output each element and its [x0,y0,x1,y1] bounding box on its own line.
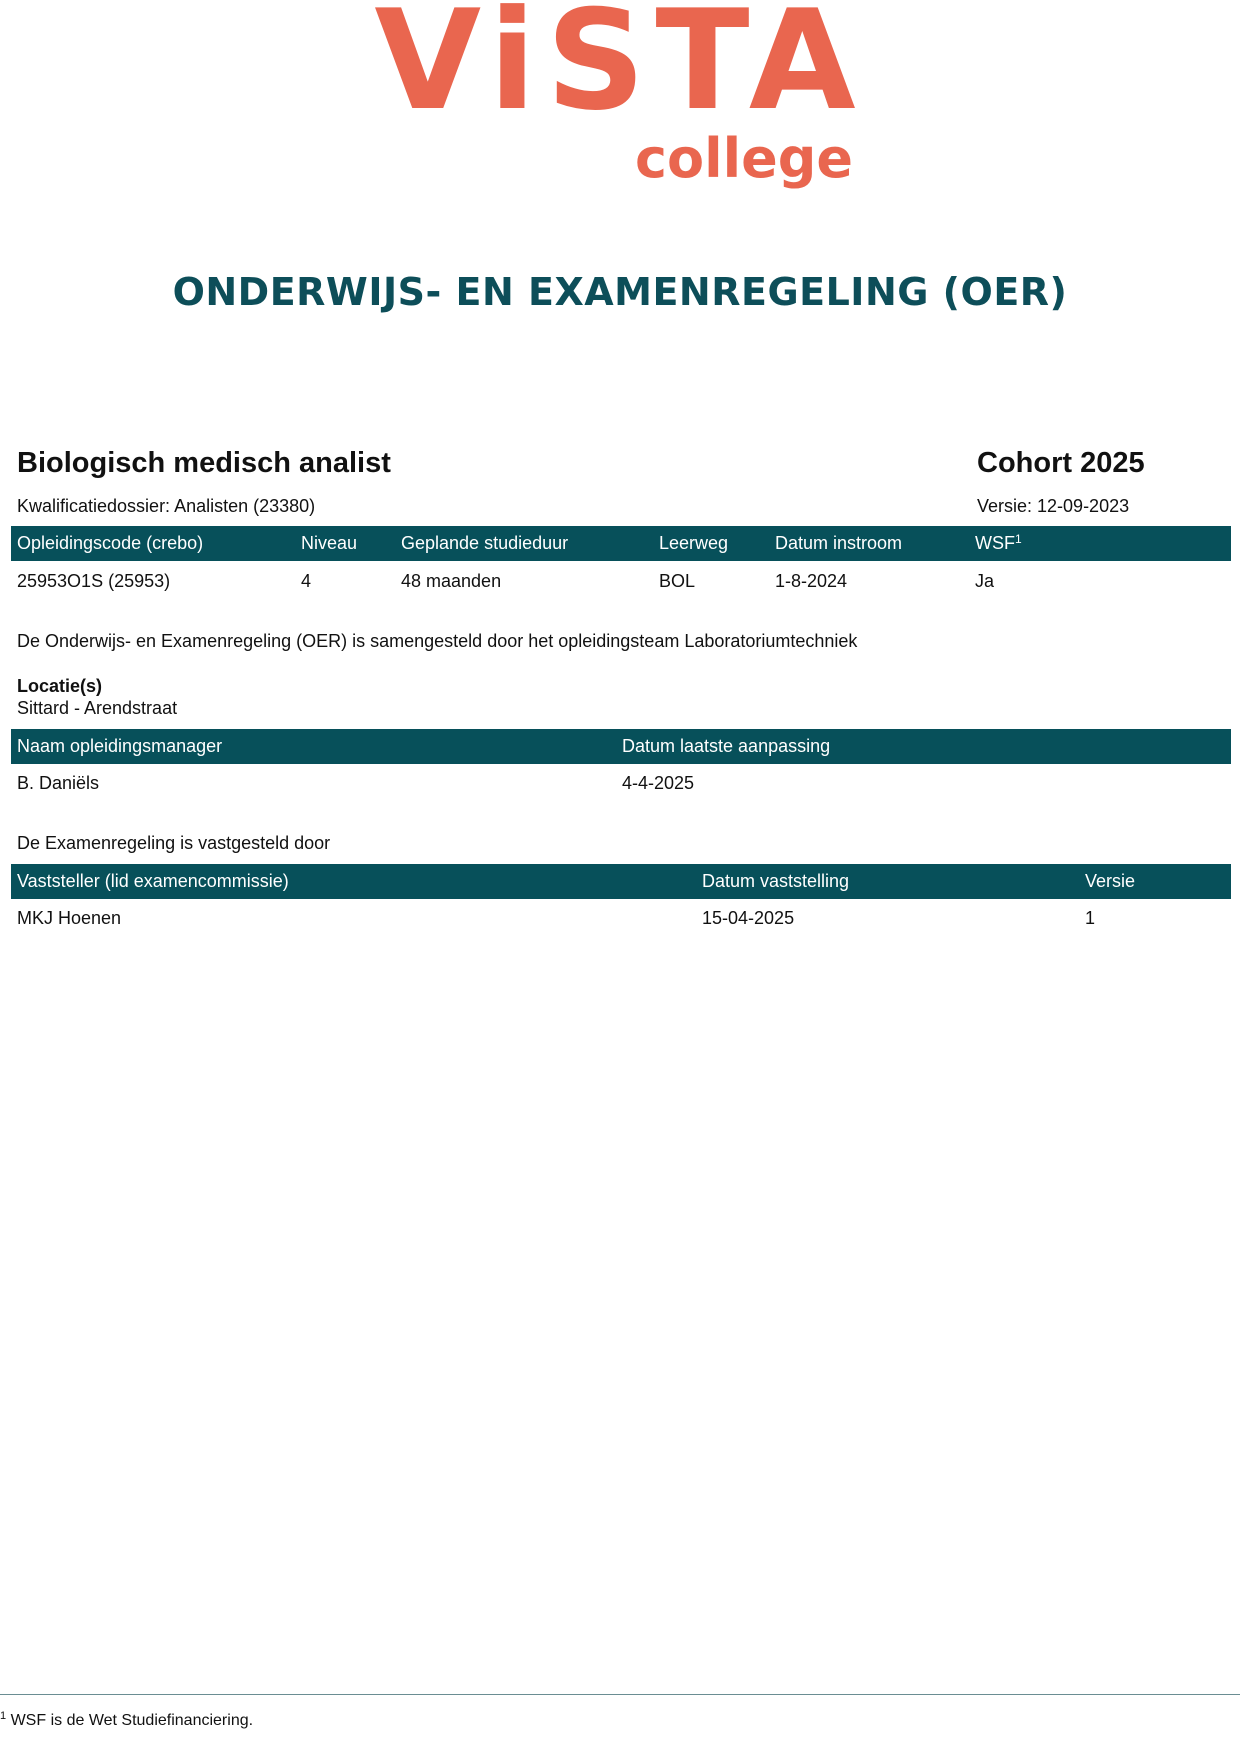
header-studieduur: Geplande studieduur [401,533,569,553]
header-vaststeller: Vaststeller (lid examencommissie) [17,871,289,891]
header-versie: Versie [1085,871,1136,891]
header-leerweg: Leerweg [659,533,729,553]
cohort-label: Cohort 2025 [977,447,1145,479]
header-opleidingscode: Opleidingscode (crebo) [17,533,204,553]
manager-table-header [11,729,1231,764]
footnote-divider [0,1694,1240,1695]
composed-by-text: De Onderwijs- en Examenregeling (OER) is samengesteld door het opleidingsteam Laboratoriumtechniek [17,631,858,651]
version-label: Versie: 12-09-2023 [977,496,1130,516]
header-niveau: Niveau [301,533,358,553]
cell-laatste-aanpassing: 4-4-2025 [622,773,695,793]
established-by-text: De Examenregeling is vastgesteld door [17,833,331,853]
program-info-table-header [11,526,1231,561]
cell-niveau: 4 [301,571,312,591]
footnote-text: WSF is de Wet Studiefinanciering. [10,1712,254,1729]
locations-value: Sittard - Arendstraat [17,698,178,718]
document-title: ONDERWIJS- EN EXAMENREGELING (OER) [172,270,1068,314]
qualification-dossier: Kwalificatiedossier: Analisten (23380) [17,496,316,516]
footnote [0,1712,253,1730]
header-datum-vaststelling: Datum vaststelling [702,871,850,891]
cell-versie: 1 [1085,908,1096,928]
footnote-reference: 1 [1015,532,1022,546]
header-wsf-label: WSF [975,533,1015,553]
header-laatste-aanpassing: Datum laatste aanpassing [622,736,831,756]
cell-vaststeller: MKJ Hoenen [17,908,122,928]
cell-opleidingscode: 25953O1S (25953) [17,571,171,591]
header-opleidingsmanager: Naam opleidingsmanager [17,736,223,756]
header-datum-instroom: Datum instroom [775,533,903,553]
logo-wordmark: ViSTA [374,0,866,141]
vista-college-logo [370,0,870,215]
cell-leerweg: BOL [659,571,696,591]
header-wsf [975,526,1022,561]
cell-manager-name: B. Daniëls [17,773,100,793]
logo-subtitle: college [635,127,854,190]
cell-datum-instroom: 1-8-2024 [775,571,848,591]
program-name: Biologisch medisch analist [17,447,391,479]
cell-studieduur: 48 maanden [401,571,502,591]
footnote-mark: 1 [0,1710,7,1722]
establishment-table-header [11,864,1231,899]
cell-wsf: Ja [975,571,995,591]
cell-datum-vaststelling: 15-04-2025 [702,908,795,928]
locations-label: Locatie(s) [17,676,103,696]
